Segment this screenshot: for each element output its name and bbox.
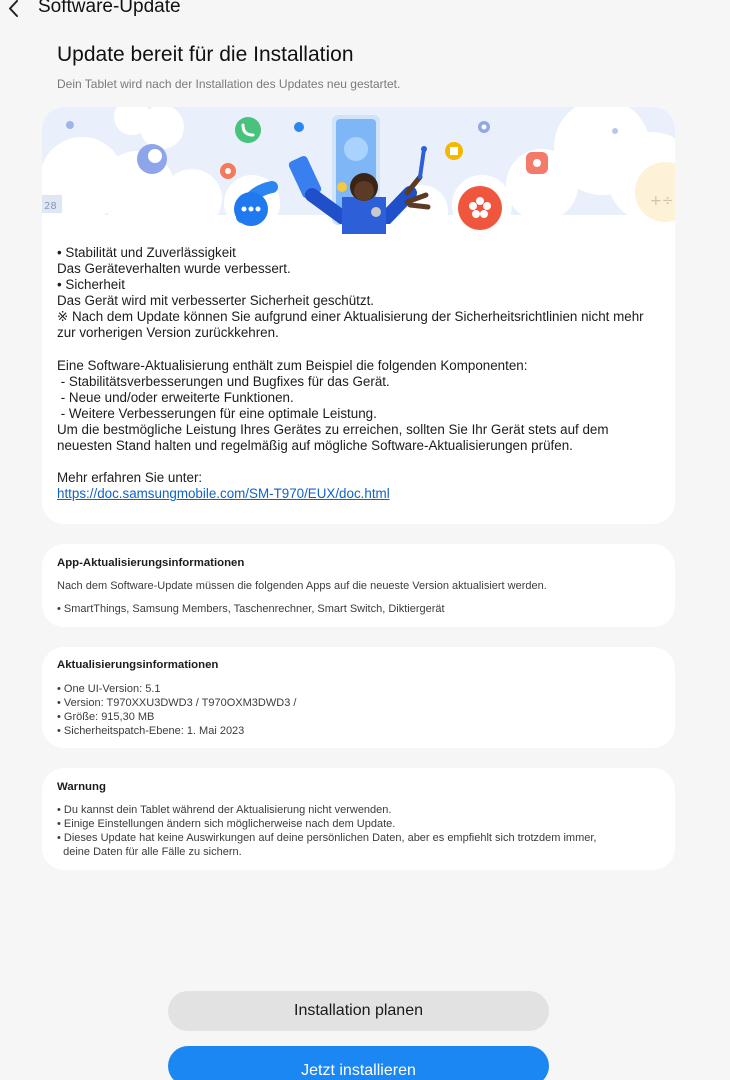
notes-line: Mehr erfahren Sie unter: — [57, 470, 203, 486]
notes-line: neuesten Stand halten und regelmäßig auf mögliche Software-Aktualisierungen prüfen. — [57, 438, 573, 454]
app-bar — [0, 0, 730, 22]
warning-title: Warnung — [57, 781, 106, 793]
warning-card — [42, 768, 675, 870]
svg-text:28: 28 — [44, 201, 57, 212]
app-update-info-apps: • SmartThings, Samsung Members, Taschenrechner, Smart Switch, Diktiergerät — [57, 603, 445, 615]
notes-line: - Neue und/oder erweiterte Funktionen. — [57, 389, 294, 405]
notes-line: Eine Software-Aktualisierung enthält zum Beispiel die folgenden Komponenten: — [57, 357, 528, 373]
app-bar-title: Software-Update — [38, 0, 181, 17]
app-update-info-card — [42, 544, 675, 627]
update-info-line: • One UI-Version: 5.1 — [57, 683, 161, 695]
notes-line: - Stabilitätsverbesserungen und Bugfixes für das Gerät. — [57, 373, 390, 389]
update-info-line: • Größe: 915,30 MB — [57, 711, 155, 723]
calendar-icon — [42, 195, 62, 213]
update-info-line: • Version: T970XXU3DWD3 / T970OXM3DWD3 / — [57, 697, 297, 709]
update-info-card — [42, 647, 675, 748]
app-update-info-title: App-Aktualisierungsinformationen — [57, 557, 245, 569]
warning-line: • Dieses Update hat keine Auswirkungen auf deine persönlichen Daten, aber es empfiehlt sich trotzdem immer, — [57, 832, 597, 844]
notes-line: zur vorherigen Version zurückkehren. — [57, 325, 279, 341]
svg-text:+÷: +÷ — [650, 193, 674, 209]
notes-line: • Stabilität und Zuverlässigkeit — [57, 245, 236, 260]
notes-line: - Weitere Verbesserungen für eine optimale Leistung. — [57, 405, 377, 421]
warning-line: • Du kannst dein Tablet während der Aktualisierung nicht verwenden. — [57, 804, 392, 816]
release-notes-card — [42, 107, 675, 524]
notes-line: ※ Nach dem Update können Sie aufgrund einer Aktualisierung der Sicherheitsrichtlinien nicht mehr — [57, 309, 644, 325]
update-info-list — [57, 682, 667, 738]
release-notes-link[interactable]: https://doc.samsungmobile.com/SM-T970/EUX/doc.html — [57, 486, 390, 502]
notes-line: Das Geräteverhalten wurde verbessert. — [57, 261, 291, 277]
install-now-button[interactable]: Jetzt installieren — [168, 1046, 549, 1080]
release-notes-text — [57, 245, 667, 503]
app-update-info-description: Nach dem Software-Update müssen die folgenden Apps auf die neueste Version aktualisiert werden. — [57, 580, 547, 592]
page-title: Update bereit für die Installation — [57, 43, 354, 66]
notes-line: Das Gerät wird mit verbesserter Sicherheit geschützt. — [57, 293, 375, 309]
page-subtitle: Dein Tablet wird nach der Installation des Updates neu gestartet. — [57, 77, 401, 91]
update-info-title: Aktualisierungsinformationen — [57, 659, 219, 671]
back-button[interactable] — [2, 0, 26, 22]
warning-list — [57, 803, 667, 859]
warning-line: deine Daten für alle Fälle zu sichern. — [57, 846, 242, 858]
schedule-installation-button[interactable]: Installation planen — [168, 991, 549, 1031]
notes-spacer — [57, 454, 667, 470]
warning-line: • Einige Einstellungen ändern sich möglicherweise nach dem Update. — [57, 818, 396, 830]
notes-line: Um die bestmögliche Leistung Ihres Gerätes zu erreichen, sollten Sie Ihr Gerät stets auf dem — [57, 422, 609, 438]
chevron-left-icon — [2, 0, 26, 22]
update-banner-illustration — [42, 107, 675, 234]
update-info-line: • Sicherheitspatch-Ebene: 1. Mai 2023 — [57, 725, 245, 737]
notes-line: • Sicherheit — [57, 277, 125, 293]
notes-spacer — [57, 342, 667, 358]
